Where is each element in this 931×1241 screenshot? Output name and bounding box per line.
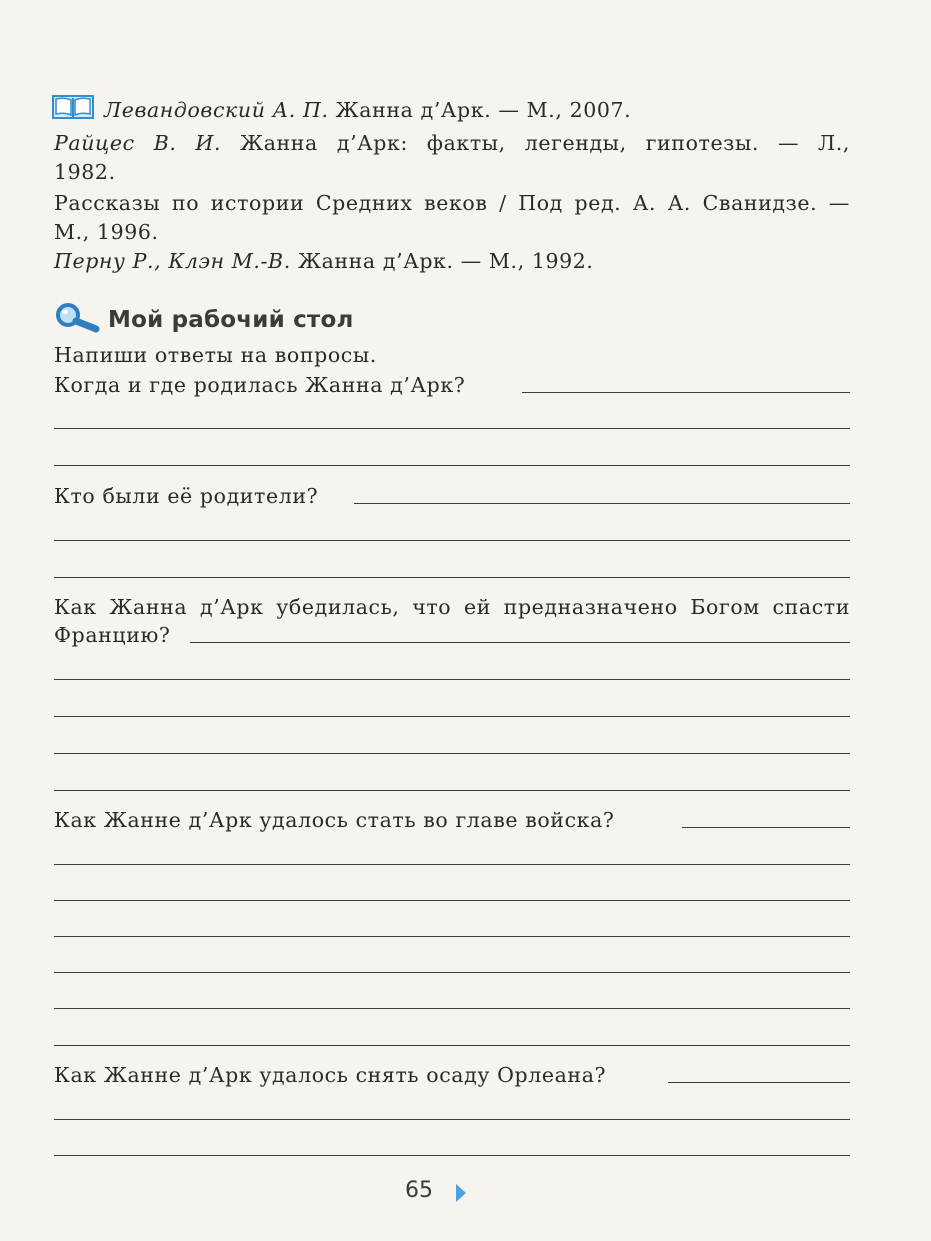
answer-line[interactable]	[54, 577, 850, 578]
answer-line[interactable]	[54, 790, 850, 791]
answer-line[interactable]	[54, 972, 850, 973]
answer-line[interactable]	[54, 716, 850, 717]
bibliography-author: Райцес В. И.	[54, 131, 222, 155]
question-3-continued: Францию?	[54, 623, 171, 647]
bibliography-entry	[54, 247, 594, 275]
next-page-arrow-icon	[454, 1182, 468, 1208]
answer-line[interactable]	[522, 392, 850, 393]
bibliography-rest: 1982.	[54, 160, 116, 184]
answer-line[interactable]	[54, 1155, 850, 1156]
answer-line[interactable]	[682, 827, 850, 828]
bibliography-entry	[104, 96, 631, 124]
bibliography-author: Левандовский А. П.	[104, 98, 329, 122]
instruction-text: Напиши ответы на вопросы.	[54, 343, 377, 367]
answer-line[interactable]	[54, 428, 850, 429]
question-3: Как Жанна д’Арк убедилась, что ей предназначено Богом спасти	[54, 595, 850, 619]
question-1: Когда и где родилась Жанна д’Арк?	[54, 373, 466, 397]
section-title: Мой рабочий стол	[108, 307, 354, 333]
answer-line[interactable]	[54, 1045, 850, 1046]
bibliography-rest: Жанна д’Арк. — М., 2007.	[328, 98, 632, 122]
answer-line[interactable]	[54, 679, 850, 680]
magnifier-icon	[54, 302, 100, 338]
answer-line[interactable]	[190, 642, 850, 643]
answer-line[interactable]	[54, 936, 850, 937]
question-4: Как Жанне д’Арк удалось стать во главе войска?	[54, 808, 615, 832]
bibliography-rest: Жанна д’Арк: факты, легенды, гипотезы. — Л.,	[221, 131, 850, 155]
bibliography-entry	[54, 158, 116, 186]
answer-line[interactable]	[54, 540, 850, 541]
bibliography-entry	[54, 189, 850, 217]
question-2: Кто были её родители?	[54, 484, 319, 508]
answer-line[interactable]	[54, 753, 850, 754]
bibliography-author: Перну Р., Клэн М.-В.	[54, 249, 291, 273]
answer-line[interactable]	[54, 864, 850, 865]
page-number: 65	[405, 1178, 433, 1203]
answer-line[interactable]	[54, 1008, 850, 1009]
answer-line[interactable]	[54, 465, 850, 466]
answer-line[interactable]	[354, 503, 850, 504]
book-icon	[52, 94, 94, 120]
bibliography-rest: Рассказы по истории Средних веков / Под ред. А. А. Сванидзе. —	[54, 191, 850, 215]
answer-line[interactable]	[54, 900, 850, 901]
bibliography-rest: Жанна д’Арк. — М., 1992.	[290, 249, 594, 273]
bibliography-entry	[54, 129, 850, 157]
question-5: Как Жанне д’Арк удалось снять осаду Орлеана?	[54, 1063, 607, 1087]
answer-line[interactable]	[54, 1119, 850, 1120]
section-header	[54, 300, 354, 340]
bibliography-entry	[54, 218, 159, 246]
answer-line[interactable]	[668, 1082, 850, 1083]
bibliography-rest: М., 1996.	[54, 220, 159, 244]
